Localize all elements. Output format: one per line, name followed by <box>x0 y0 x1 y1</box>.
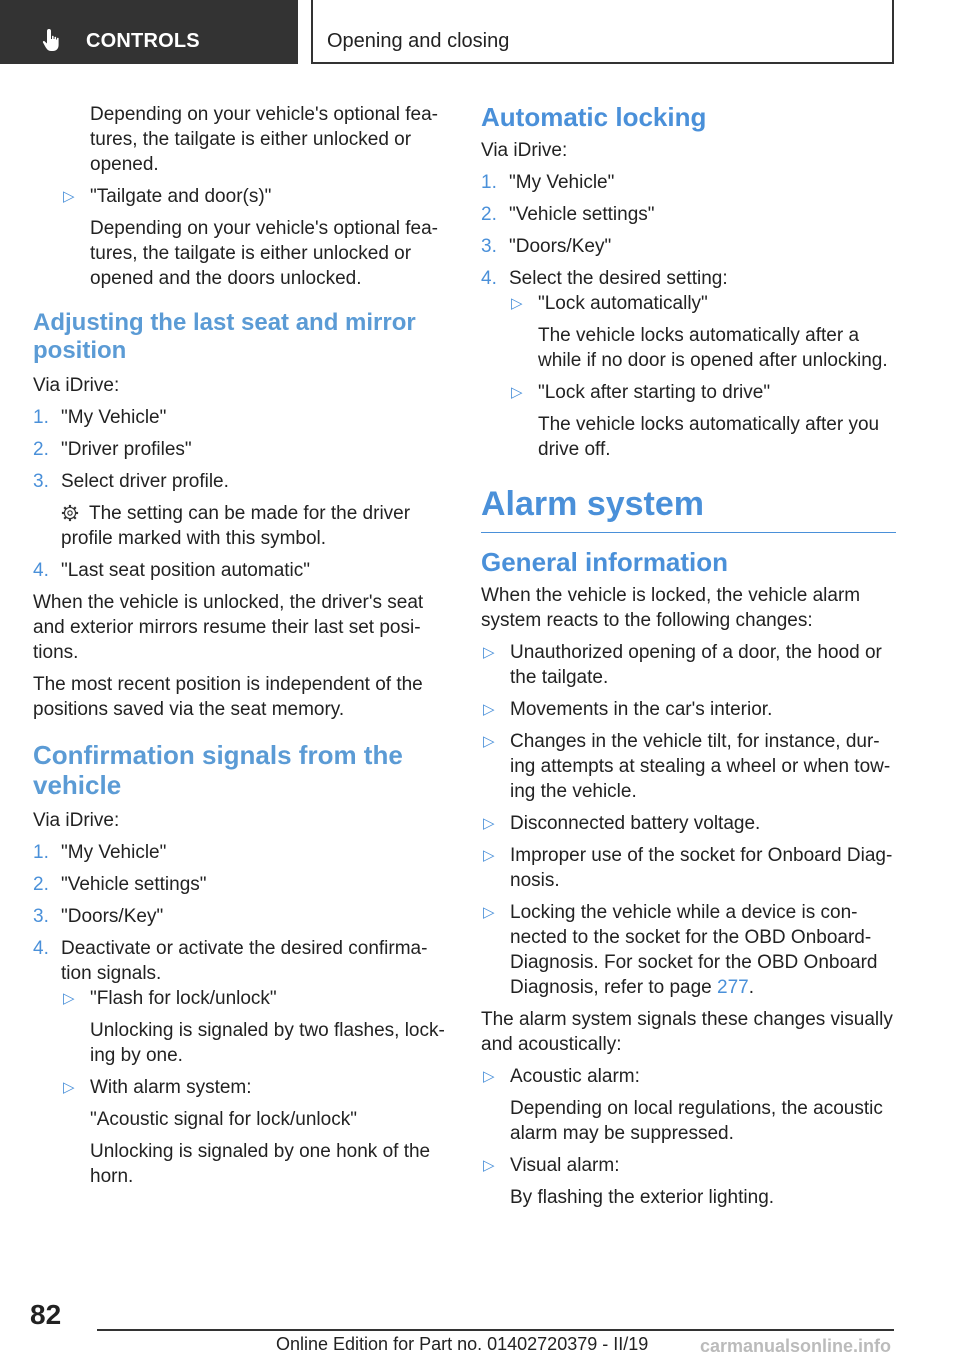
paragraph: When the vehicle is unlocked, the driver's seat and exterior mirrors resume their last set posi-tions. <box>33 592 424 663</box>
list-item-desc: Depending on your vehicle's optional fea-tures, the tailgate is either unlocked or opened and the doors unlocked. <box>90 218 438 289</box>
step-number: 3. <box>33 906 49 927</box>
watermark: carmanualsonline.info <box>700 1336 892 1356</box>
list-item <box>481 843 896 893</box>
step-text: "My Vehicle" <box>61 407 167 428</box>
bullet-list <box>481 640 896 1000</box>
bullet-list <box>61 986 448 1189</box>
page-reference-link[interactable]: 277 <box>717 977 749 998</box>
hand-pointer-icon <box>40 27 66 53</box>
triangle-bullet-icon: ▷ <box>511 295 523 312</box>
left-column <box>33 102 448 1196</box>
chapter-title: Opening and closing <box>327 30 510 52</box>
paragraph: The most recent position is independent of the positions saved via the seat memory. <box>33 674 423 720</box>
list-item <box>481 234 896 259</box>
step-number: 4. <box>33 938 49 959</box>
list-item <box>61 986 448 1068</box>
list-item-desc: Unlocking is signaled by two flashes, lock-ing by one. <box>90 1020 445 1066</box>
list-item-label: "Lock after starting to drive" <box>538 382 771 403</box>
section-heading: General information <box>481 547 729 577</box>
list-item <box>33 469 448 551</box>
step-number: 3. <box>481 236 497 257</box>
step-text: "Last seat position automatic" <box>61 560 311 581</box>
paragraph: When the vehicle is locked, the vehicle alarm system reacts to the following changes: <box>481 585 861 631</box>
punctuation: . <box>748 977 754 998</box>
list-item <box>481 1064 896 1146</box>
list-item <box>481 170 896 195</box>
step-text: Deactivate or activate the desired confirma-tion signals. <box>61 938 428 984</box>
numbered-list <box>33 405 448 583</box>
list-item-label: Disconnected battery voltage. <box>510 813 761 834</box>
triangle-bullet-icon: ▷ <box>483 644 495 661</box>
profile-note <box>61 501 448 551</box>
list-item <box>33 405 448 430</box>
triangle-bullet-icon: ▷ <box>483 1068 495 1085</box>
edition-info: Online Edition for Part no. 01402720379 - II/19 <box>276 1334 649 1354</box>
section-heading: Automatic locking <box>481 102 707 132</box>
paragraph: Via iDrive: <box>33 375 120 396</box>
list-item <box>481 697 896 722</box>
paragraph: Via iDrive: <box>481 140 568 161</box>
footer-divider <box>97 1329 894 1331</box>
list-item <box>509 380 896 462</box>
step-text: "Vehicle settings" <box>509 204 655 225</box>
step-number: 2. <box>33 439 49 460</box>
chapter-header <box>311 0 894 64</box>
list-item <box>61 184 448 291</box>
triangle-bullet-icon: ▷ <box>63 1079 75 1096</box>
list-item <box>481 900 896 1000</box>
step-number: 1. <box>33 407 49 428</box>
list-item-label: Improper use of the socket for Onboard Diag-nosis. <box>510 845 893 891</box>
list-item-label: Changes in the vehicle tilt, for instance, dur-ing attempts at stealing a wheel or when tow-ing the vehicle. <box>510 731 891 802</box>
step-text: "My Vehicle" <box>61 842 167 863</box>
list-item <box>61 1075 448 1189</box>
list-item-desc: "Acoustic signal for lock/unlock" <box>90 1109 357 1130</box>
triangle-bullet-icon: ▷ <box>63 188 75 205</box>
chapter-heading: Alarm system <box>481 484 896 533</box>
step-number: 2. <box>33 874 49 895</box>
section-heading: Adjusting the last seat and mirror position <box>33 309 416 364</box>
section-heading: Confirmation signals from the vehicle <box>33 740 403 800</box>
page-number: 82 <box>30 1299 62 1330</box>
step-number: 1. <box>33 842 49 863</box>
list-item <box>481 811 896 836</box>
list-item-label: "Lock automatically" <box>538 293 708 314</box>
paragraph: Depending on your vehicle's optional fea-tures, the tailgate is either unlocked or opened. <box>90 104 438 175</box>
list-item-label: "Tailgate and door(s)" <box>90 186 272 207</box>
bullet-list <box>481 1064 896 1210</box>
step-number: 4. <box>33 560 49 581</box>
list-item <box>33 840 448 865</box>
triangle-bullet-icon: ▷ <box>483 847 495 864</box>
list-item <box>481 266 896 462</box>
triangle-bullet-icon: ▷ <box>511 384 523 401</box>
triangle-bullet-icon: ▷ <box>483 904 495 921</box>
triangle-bullet-icon: ▷ <box>483 1157 495 1174</box>
profile-note-text: The setting can be made for the driver profile marked with this symbol. <box>61 503 411 549</box>
list-item-label: Locking the vehicle while a device is con-nected to the socket for the OBD Onboard-Diagnosis. For socket for the OBD Onboard Diagnosis, refer to page <box>510 902 878 998</box>
list-item <box>33 936 448 1189</box>
list-item <box>481 729 896 804</box>
triangle-bullet-icon: ▷ <box>63 990 75 1007</box>
numbered-list <box>481 170 896 462</box>
step-number: 4. <box>481 268 497 289</box>
list-item-label: "Flash for lock/unlock" <box>90 988 277 1009</box>
step-number: 2. <box>481 204 497 225</box>
list-item <box>33 437 448 462</box>
section-title: CONTROLS <box>86 30 200 52</box>
step-text: "Vehicle settings" <box>61 874 207 895</box>
section-tab <box>0 0 298 64</box>
bullet-list <box>509 291 896 462</box>
step-text: "Doors/Key" <box>509 236 612 257</box>
step-text: "Driver profiles" <box>61 439 192 460</box>
list-item <box>33 872 448 897</box>
paragraph: Via iDrive: <box>33 810 120 831</box>
step-number: 3. <box>33 471 49 492</box>
list-item-label: Visual alarm: <box>510 1155 620 1176</box>
gear-icon <box>61 504 79 522</box>
triangle-bullet-icon: ▷ <box>483 701 495 718</box>
list-item <box>33 904 448 929</box>
right-column <box>481 102 896 1217</box>
list-item-label: With alarm system: <box>90 1077 252 1098</box>
list-item-label: Movements in the car's interior. <box>510 699 773 720</box>
step-text: "Doors/Key" <box>61 906 164 927</box>
step-number: 1. <box>481 172 497 193</box>
list-item-desc: By flashing the exterior lighting. <box>510 1187 775 1208</box>
list-item-label: Acoustic alarm: <box>510 1066 640 1087</box>
bullet-list <box>33 184 448 291</box>
step-text: "My Vehicle" <box>509 172 615 193</box>
step-text: Select the desired setting: <box>509 268 728 289</box>
step-text: Select driver profile. <box>61 471 229 492</box>
list-item <box>481 202 896 227</box>
list-item-desc: The vehicle locks automatically after a while if no door is opened after unlocking. <box>538 325 888 371</box>
list-item-label: Unauthorized opening of a door, the hood or the tailgate. <box>510 642 882 688</box>
list-item <box>481 1153 896 1210</box>
list-item-desc: Unlocking is signaled by one honk of the horn. <box>90 1141 431 1187</box>
list-item <box>33 558 448 583</box>
list-item <box>481 640 896 690</box>
triangle-bullet-icon: ▷ <box>483 815 495 832</box>
list-item-desc: The vehicle locks automatically after you drive off. <box>538 414 880 460</box>
triangle-bullet-icon: ▷ <box>483 733 495 750</box>
list-item <box>509 291 896 373</box>
list-item-desc: Depending on local regulations, the acoustic alarm may be suppressed. <box>510 1098 883 1144</box>
numbered-list <box>33 840 448 1189</box>
paragraph: The alarm system signals these changes visually and acoustically: <box>481 1009 893 1055</box>
